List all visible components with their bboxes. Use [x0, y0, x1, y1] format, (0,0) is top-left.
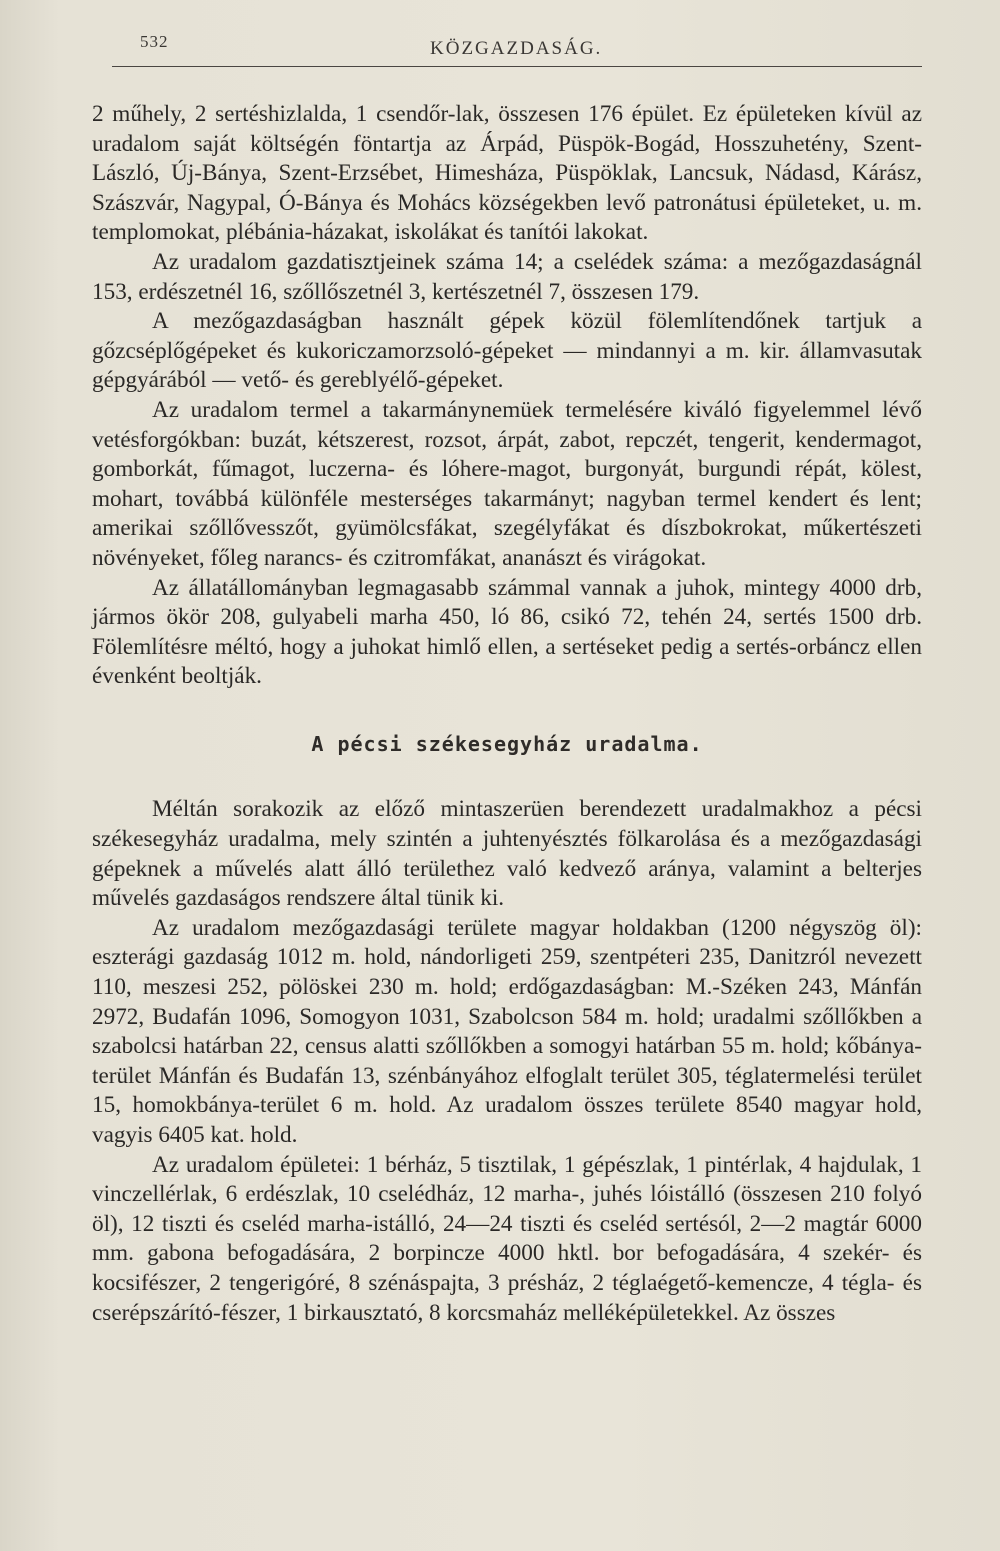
- paragraph-buildings: Az uradalom épületei: 1 bérház, 5 tisztilak, 1 gépészlak, 1 pintérlak, 4 hajdulak, 1 vinczellérlak, 6 erdészlak, 10 cselédház, 12 marha-, juhés lóistálló (összesen 210 folyó öl), 12 tiszti és cseléd marha-istálló, 24—24 tiszti és cseléd sertésól, 2—2 magtár 6000 mm. gabona befogadására, 2 borpincze 4000 hktl. bor befogadására, 4 szekér- és kocsifészer, 2 tengerigóré, 8 szénáspajta, 3 présház, 2 téglaégető-kemencze, 4 tégla- és cserépszárító-fészer, 1 birkausztató, 8 korcsmaház melléképületekkel. Az összes: [92, 1151, 922, 1326]
- paragraph-area: Az uradalom mezőgazdasági területe magyar holdakban (1200 négyszög öl): eszterági gazdaság 1012 m. hold, nándorligeti 259, szentpéteri 235, Danitzról nevezett 110, meszesi 252, pölöskei 230 m. hold; erdőgazdaságban: M.-Széken 243, Mánfán 2972, Budafán 1096, Somogyon 1031, Szabolcson 584 m. hold; uradalmi szőllőkben a szabolcsi határban 22, census alatti szőllőkben a somogyi határban 55 m. hold; kőbánya-terület Mánfán és Budafán 13, szénbányához elfoglalt terület 305, téglatermelési terület 15, homokbánya-terület 6 m. hold. Az uradalom összes területe 8540 magyar hold, vagyis 6405 kat. hold.: [92, 914, 922, 1148]
- paragraph-intro: Méltán sorakozik az előző mintaszerüen berendezett uradalmakhoz a pécsi székesegyház uradalma, mely szintén a juhtenyésztés fölkarolása és a mezőgazdasági gépeknek a művelés alatt álló területhez való kedvező aránya, valamint a belterjes művelés gazdaságos rendszere által tünik ki.: [92, 796, 922, 912]
- paragraph-machines: A mezőgazdaságban használt gépek közül fölemlítendőnek tartjuk a gőzcséplőgépeket és kukoriczamorzsoló-gépeket — mindannyi a m. kir. államvasutak gépgyárából — vető- és gereblyélő-gépeket.: [92, 308, 922, 394]
- paragraph-staff: Az uradalom gazdatisztjeinek száma 14; a cselédek száma: a mezőgazdaságnál 153, erdészetnél 16, szőllőszetnél 3, kertészetnél 7, összesen 179.: [92, 248, 922, 305]
- paragraph-crops: Az uradalom termel a takarmánynemüek termelésére kiváló figyelemmel lévő vetésforgókban: buzát, kétszerest, rozsot, árpát, zabot, repczét, tengerit, kendermagot, gomborkát, fűmagot, luczerna- és lóhere-magot, burgonyát, burgundi répát, kölest, mohart, továbbá különféle mesterséges takarmányt; nagyban termel kendert és lent; amerikai szőllővesszőt, gyümölcsfákat, szegélyfákat és díszbokrokat, műkertészeti növényeket, főleg narancs- és czitromfákat, ananászt és virágokat.: [92, 396, 922, 571]
- paragraph-continued: 2 műhely, 2 sertéshizlalda, 1 csendőr-lak, összesen 176 épület. Ez épületeken kívül az uradalom saját költségén föntartja az Árpád, Püspök-Bogád, Hosszuhetény, Szent-László, Új-Bánya, Szent-Erzsébet, Himesháza, Püspöklak, Lancsuk, Nádasd, Kárász, Szászvár, Nagypal, Ó-Bánya és Mohács községekben levő patronátusi épületeket, u. m. templomokat, plébánia-házakat, iskolákat és tanítói lakokat.: [92, 101, 922, 246]
- running-title: KÖZGAZDASÁG.: [430, 38, 603, 59]
- page-body: [92, 100, 922, 1328]
- paragraph-livestock: Az állatállományban legmagasabb számmal vannak a juhok, mintegy 4000 drb, jármos ökör 208, gulyabeli marha 450, ló 86, csikó 72, tehén 24, sertés 1500 drb. Fölemlítésre méltó, hogy a juhokat himlő ellen, a sertéseket pedig a sertés-orbáncz ellen évenként beoltják.: [92, 574, 922, 690]
- header-rule: [112, 66, 922, 67]
- running-head: [92, 0, 922, 78]
- page-number: 532: [140, 32, 169, 51]
- section-heading: A pécsi székesegyház uradalma.: [311, 731, 703, 756]
